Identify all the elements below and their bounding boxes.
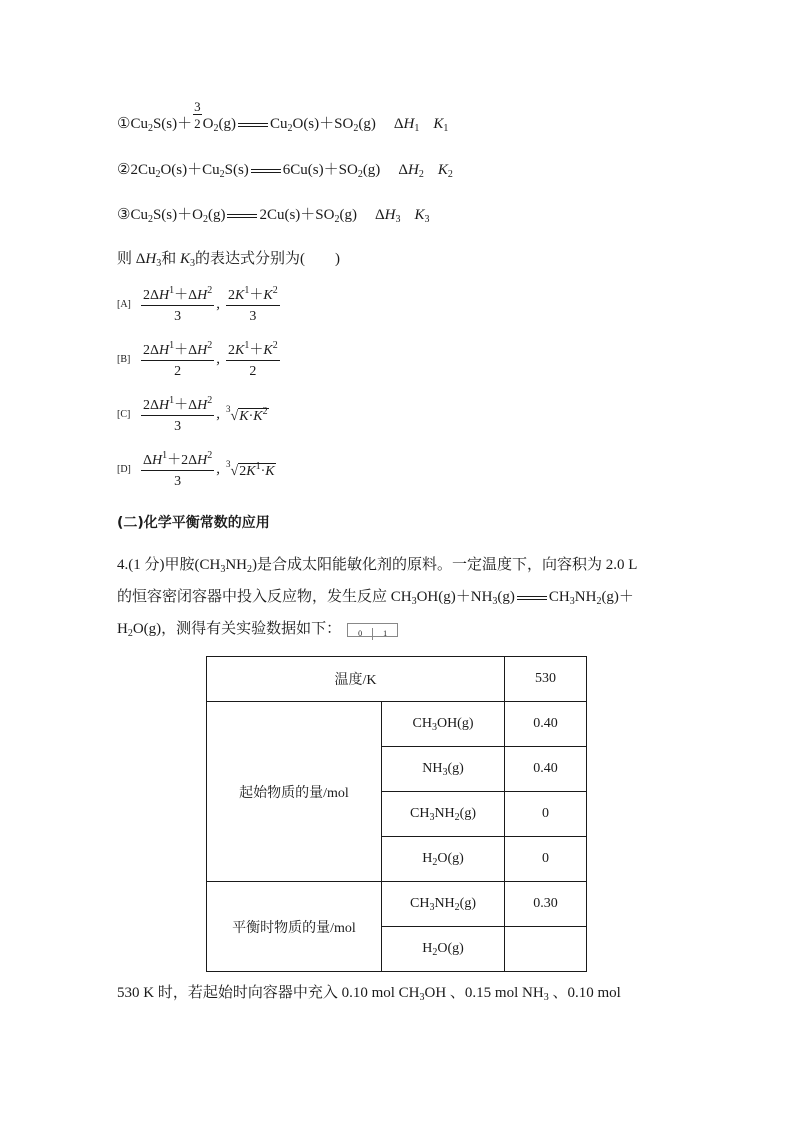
group-label-initial: 起始物质的量/mol — [207, 702, 382, 882]
problem-line-2: 的恒容密闭容器中投入反应物，发生反应 $CH_3OH(g)+NH_3(g)$ $CH_3NH_2(g)+$ — [117, 589, 634, 607]
value-cell: 0 — [505, 837, 587, 882]
species-cell: $H_2O(g)$ — [382, 927, 505, 972]
bottom-line: 530 K 时，若起始时向容器中充入 0.10 mol $CH_3OH$ 、0.15 mol $NH_3$ 、0.10 mol — [117, 985, 621, 1003]
species-cell: $NH_3(g)$ — [382, 747, 505, 792]
option-b[interactable]: [B] $\frac{2\Delta H^1+\Delta H^2}{2}$ , $\frac{2K^1+K^2}{2}$ — [117, 340, 278, 380]
group-label-equilibrium: 平衡时物质的量/mol — [207, 882, 382, 972]
value-cell: 0.30 — [505, 882, 587, 927]
question-text: 则 $\Delta H_3$和 $K_3$的表达式分别为( ) — [117, 251, 341, 269]
option-d[interactable]: [D] $\frac{\Delta H^1+2\Delta H^2}{3}$ , $^3√2K^1\cdot K$ — [117, 450, 275, 490]
species-cell: $CH_3OH(g)$ — [382, 702, 505, 747]
equation-3: $③Cu_2S(s)+O_2(g)$ $2Cu(s)+SO_2(g)$ $\Delta H_3$ $K_3$ — [117, 207, 430, 225]
score-box[interactable]: 0 1 — [347, 623, 398, 637]
option-c[interactable]: [C] $\frac{2\Delta H^1+\Delta H^2}{3}$ , $^3√K\cdot K^2$ — [117, 395, 268, 435]
species-cell: $CH_3NH_2(g)$ — [382, 882, 505, 927]
option-tag: [B] — [117, 354, 131, 366]
option-tag: [C] — [117, 409, 131, 421]
equation-2: $②2Cu_2O(s)+Cu_2S(s)$ $6Cu(s)+SO_2(g)$ $\Delta H_2$ $K_2$ — [117, 162, 453, 180]
species-cell: $H_2O(g)$ — [382, 837, 505, 882]
section-title: (二)化学平衡常数的应用 — [117, 515, 270, 531]
table-header-label: 温度/K — [207, 657, 505, 702]
problem-line-1: 4.(1 分)甲胺$(CH_3NH_2)$是合成太阳能敏化剂的原料。一定温度下，向容积为 2.0 L — [117, 557, 638, 575]
data-table — [206, 656, 587, 972]
option-a[interactable]: [A] $\frac{2\Delta H^1+\Delta H^2}{3}$ , $\frac{2K^1+K^2}{3}$ — [117, 285, 278, 325]
option-tag: [D] — [117, 464, 131, 476]
option-tag: [A] — [117, 299, 131, 311]
value-cell: 0 — [505, 792, 587, 837]
table-header-value: 530 — [505, 657, 587, 702]
species-cell: $CH_3NH_2(g)$ — [382, 792, 505, 837]
value-cell: 0.40 — [505, 747, 587, 792]
value-cell[interactable] — [505, 927, 587, 972]
equation-1: $①Cu_2S(s)+$ $\frac{3}{2}$ $O_2(g)$ $Cu_2O(s)+SO_2(g)$ $\Delta H_1$ $K_1$ — [117, 99, 449, 134]
problem-line-3: $H_2O(g)$，测得有关实验数据如下： 0 1 — [117, 617, 682, 639]
value-cell: 0.40 — [505, 702, 587, 747]
